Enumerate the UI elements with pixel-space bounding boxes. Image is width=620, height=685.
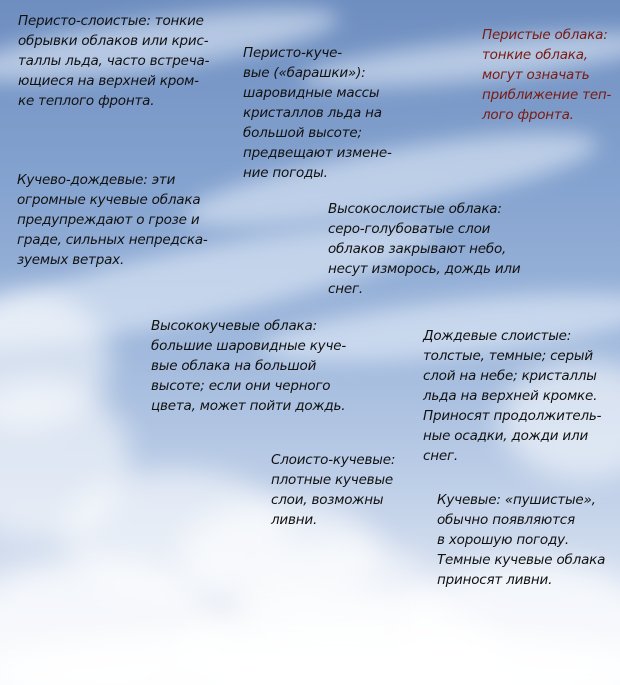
caption-cumulus: Кучевые: «пушистые», обычно появляются в хорошую погоду. Темные кучевые облака приносят ливни. — [437, 492, 606, 588]
caption-cumulonimbus: Кучево-дождевые: эти огромные кучевые облака предупреждают о грозе и граде, сильных непредска- зуемых ветрах. — [17, 172, 208, 268]
caption-nimbostratus: Дождевые слоистые: толстые, темные; серый слой на небе; кристаллы льда на верхней кромке. Приносят продолжитель- ные осадки, дожди или снег. — [423, 328, 602, 464]
caption-cirrocumulus: Перисто-куче- вые («барашки»): шаровидные массы кристаллов льда на большой высоте; предвещают измене- ние погоды. — [243, 45, 392, 181]
caption-altocumulus: Высококучевые облака: большие шаровидные куче- вые облака на большой высоте; если они черного цвета, может пойти дождь. — [151, 318, 346, 414]
caption-stratocumulus: Слоисто-кучевые: плотные кучевые слои, возможны ливни. — [271, 452, 396, 528]
caption-cirrus: Перистые облака: тонкие облака, могут означать приближение теп- лого фронта. — [482, 27, 612, 123]
caption-altostratus: Высокослоистые облака: серо-голубоватые слои облаков закрывают небо, несут изморось, дождь или снег. — [328, 201, 521, 297]
caption-cirrostratus: Перисто-слоистые: тонкие обрывки облаков или крис- таллы льда, часто встреча- ющиеся на верхней кром- ке теплого фронта. — [18, 13, 210, 109]
